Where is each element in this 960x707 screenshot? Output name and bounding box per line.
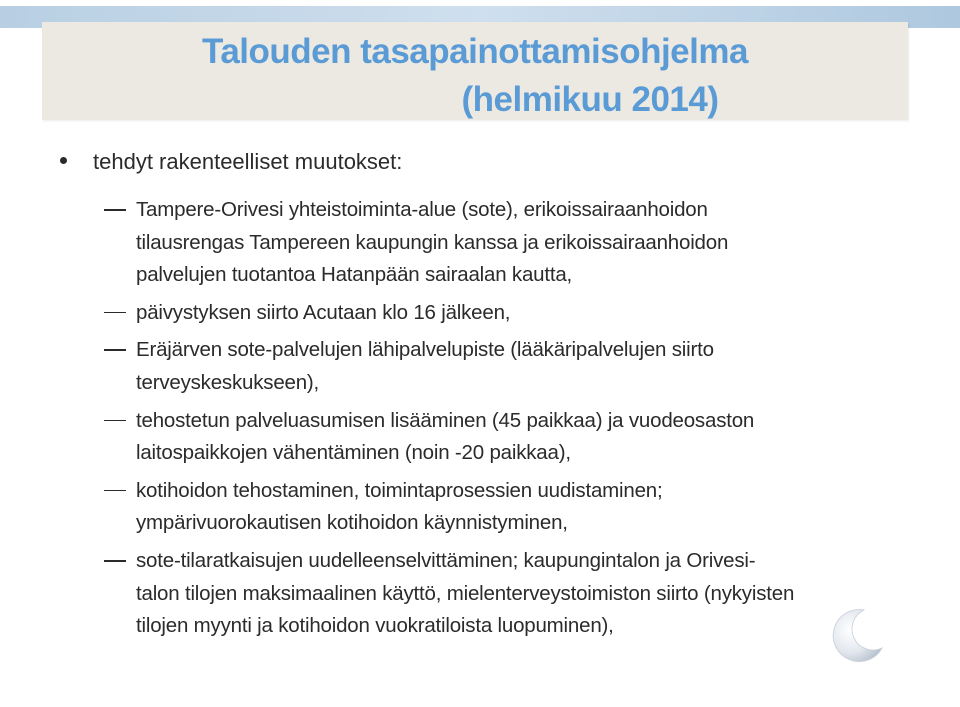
sub-bullet-line: sote-tilaratkaisujen uudelleenselvittäminen; kaupungintalon ja Orivesi- — [136, 548, 756, 572]
sub-bullet-line: talon tilojen maksimaalinen käyttö, mielenterveystoimiston siirto (nykyisten — [136, 581, 795, 605]
main-bullet-text: tehdyt rakenteelliset muutokset: — [93, 149, 403, 174]
sub-bullet-item — [104, 475, 934, 540]
bullet-dot-icon — [60, 157, 67, 164]
sub-bullet-line: Tampere-Orivesi yhteistoiminta-alue (sote), erikoissairaanhoidon — [136, 198, 708, 221]
dash-icon — [104, 420, 126, 422]
dash-icon — [104, 312, 126, 314]
dash-icon — [104, 560, 126, 562]
sub-bullet-item — [104, 405, 934, 470]
crescent-moon-icon — [826, 604, 886, 664]
title-line-1: Talouden tasapainottamisohjelma — [202, 32, 748, 71]
sub-bullet-line: Eräjärven sote-palvelujen lähipalvelupiste (lääkäripalvelujen siirto — [136, 338, 714, 362]
sub-bullet-list — [104, 194, 934, 648]
dash-icon — [104, 490, 126, 492]
sub-bullet-line: ympärivuorokautisen kotihoidon käynnistyminen, — [136, 511, 568, 535]
sub-bullet-line: tilojen myynti ja kotihoidon vuokratiloista luopuminen), — [136, 614, 614, 638]
sub-bullet-item — [104, 297, 934, 330]
sub-bullet-line: tilausrengas Tampereen kaupungin kanssa ja erikoissairaanhoidon — [136, 230, 729, 254]
sub-bullet-item — [104, 545, 934, 643]
sub-bullet-item — [104, 194, 934, 292]
slide-title — [42, 28, 908, 124]
sub-bullet-item — [104, 334, 934, 399]
sub-bullet-line: laitospaikkojen vähentäminen (noin -20 paikkaa), — [136, 441, 571, 465]
sub-bullet-line: kotihoidon tehostaminen, toimintaprosessien uudistaminen; — [136, 478, 663, 502]
sub-bullet-line: päivystyksen siirto Acutaan klo 16 jälkeen, — [136, 300, 511, 324]
main-bullet — [60, 146, 402, 178]
sub-bullet-line: terveyskeskukseen), — [136, 370, 320, 394]
dash-icon — [104, 349, 126, 351]
dash-icon — [104, 209, 126, 211]
title-line-2: (helmikuu 2014) — [461, 80, 719, 119]
sub-bullet-line: tehostetun palveluasumisen lisääminen (45 paikkaa) ja vuodeosaston — [136, 408, 755, 432]
sub-bullet-line: palvelujen tuotantoa Hatanpään sairaalan kautta, — [136, 263, 573, 287]
